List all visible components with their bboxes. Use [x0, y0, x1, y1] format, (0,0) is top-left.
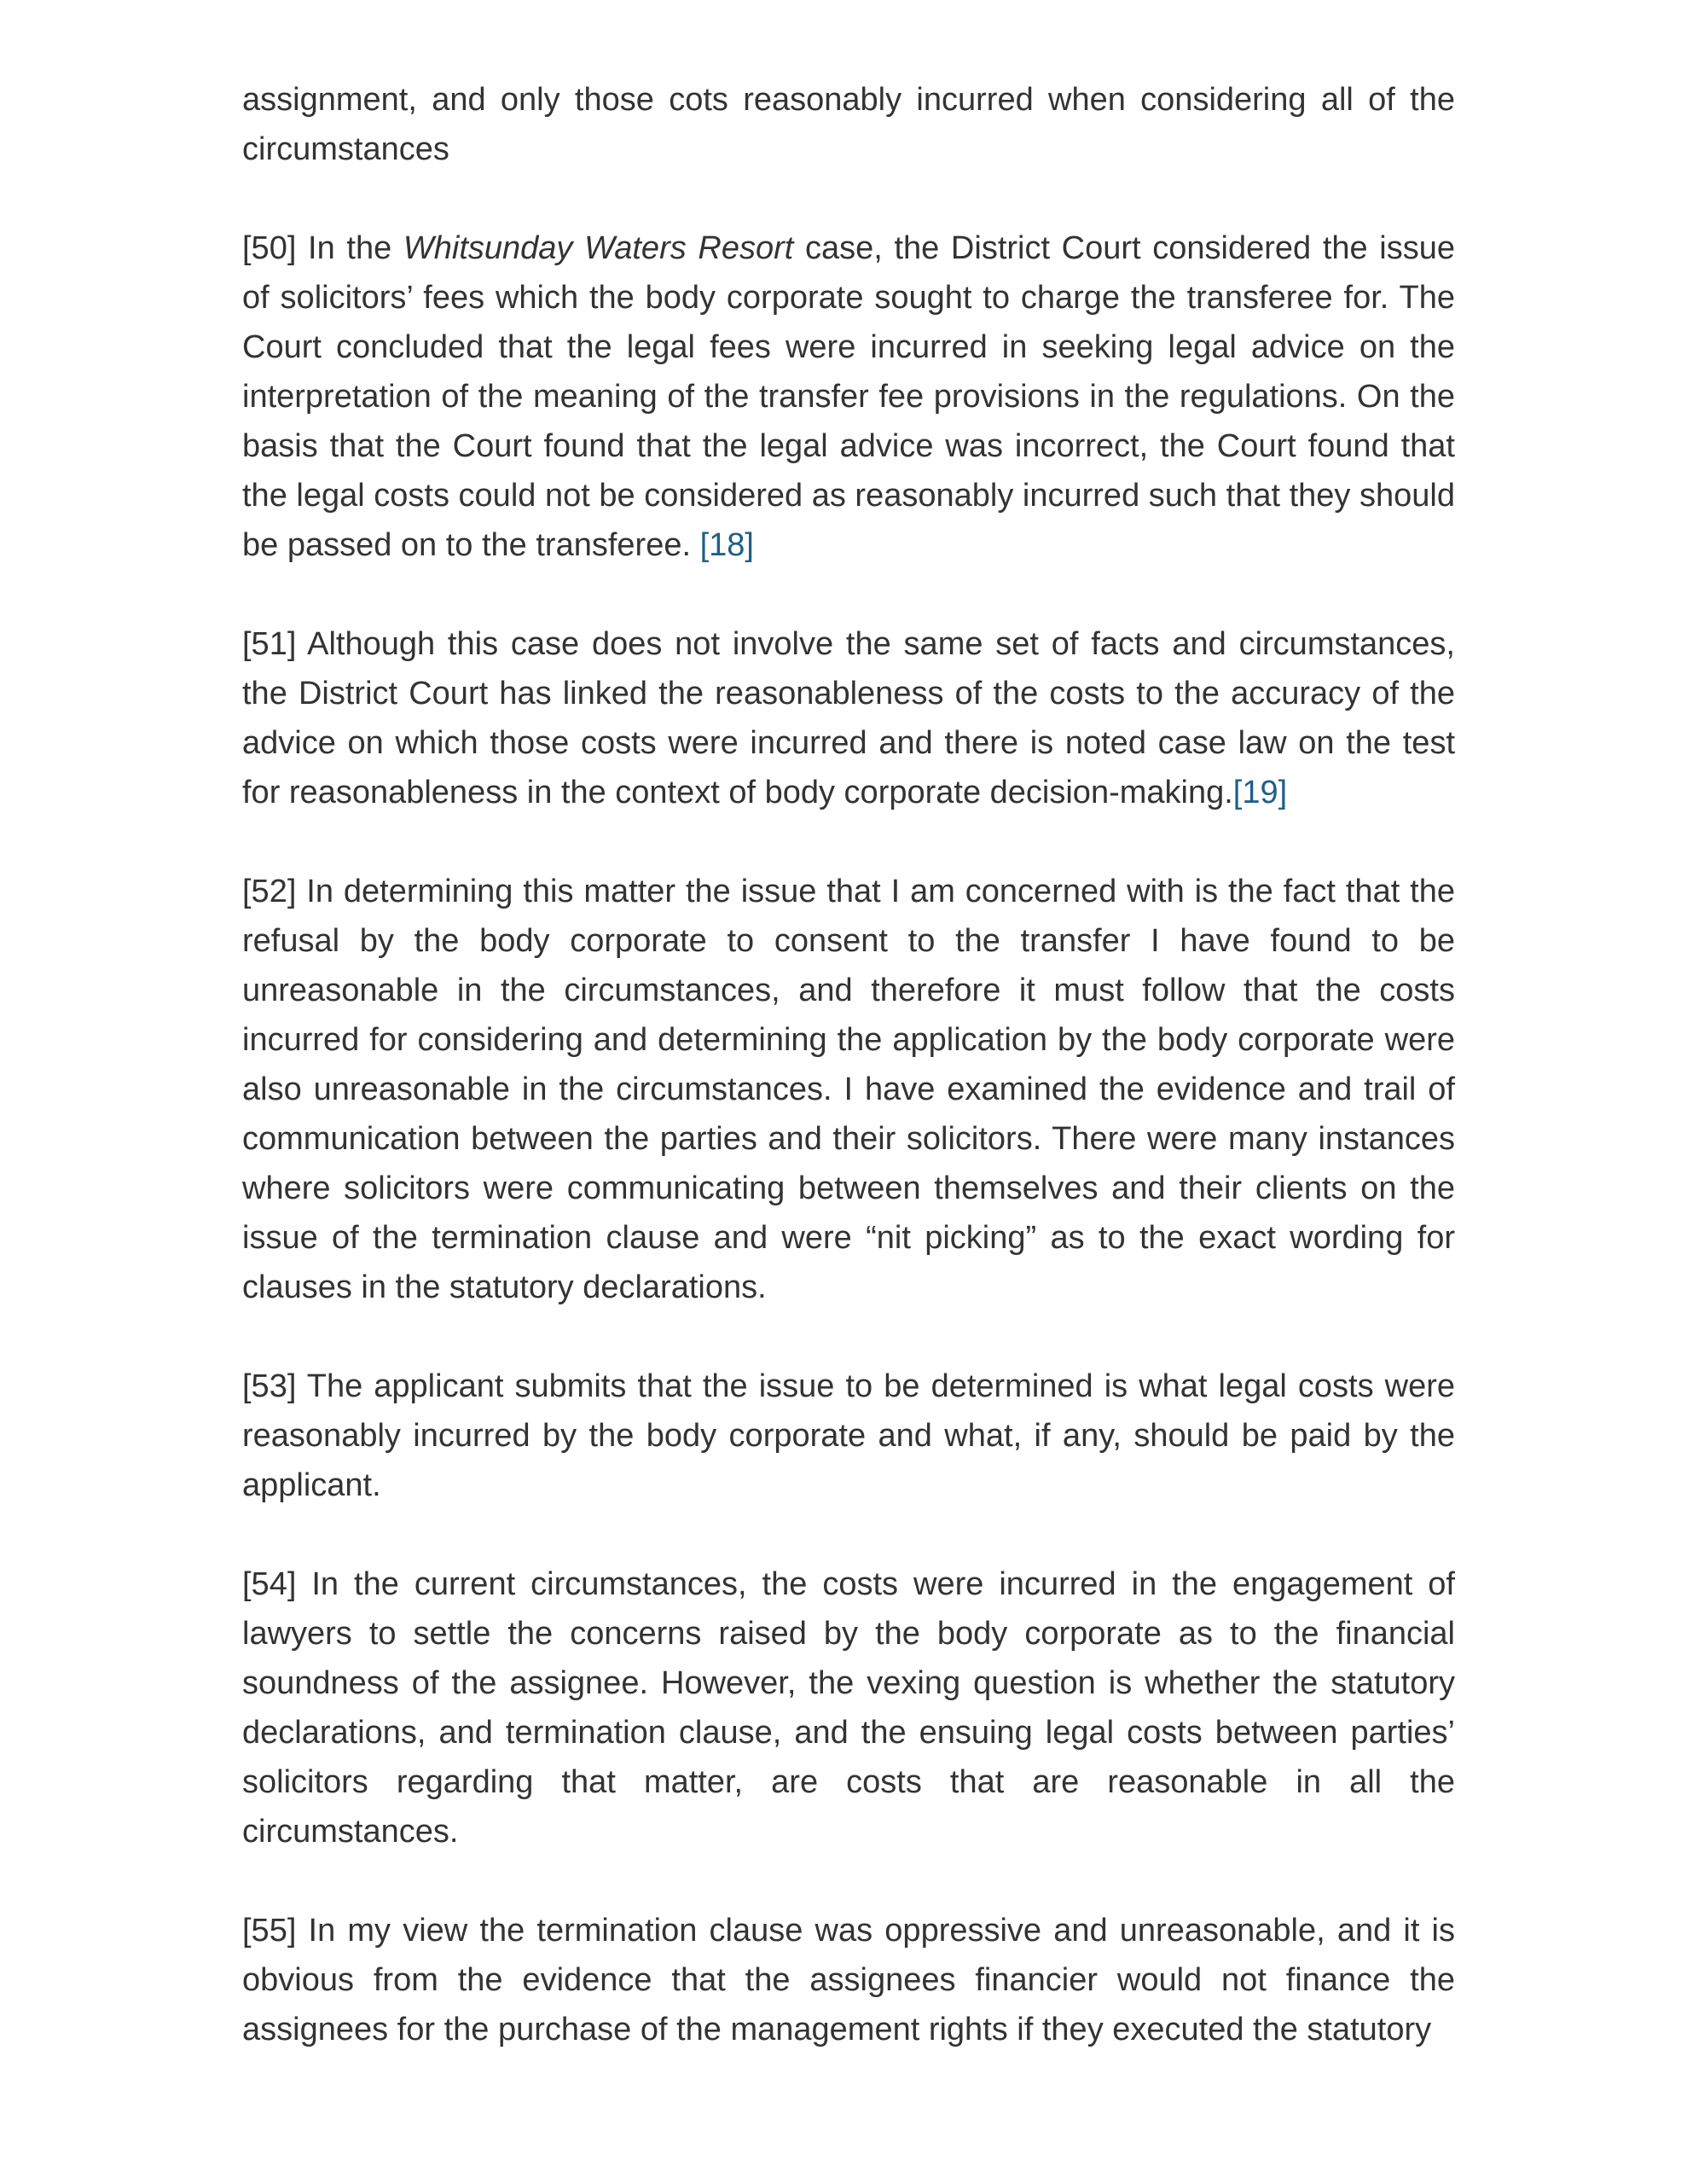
footnote-link-19[interactable]: [19] [1232, 775, 1288, 810]
paragraph-52 [242, 867, 1455, 1312]
case-name: Whitsunday Waters Resort [403, 230, 794, 266]
paragraph-55 [242, 1906, 1455, 2054]
paragraph-number-prefix: [50] In the [242, 230, 403, 266]
footnote-link-18[interactable]: [18] [699, 527, 754, 563]
paragraph-text: [55] In my view the termination clause was oppressive and unreasonable, and it is obvious from the evidence that the assignees financier would not finance the assignees for the purchase of the management rights if they executed the statutory [242, 1913, 1455, 2048]
paragraph-49-continuation [242, 75, 1455, 174]
paragraph-text: case, the District Court considered the issue of solicitors’ fees which the body corporate sought to charge the transferee for. The Court concluded that the legal fees were incurred in seeking legal advice on the interpretation of the meaning of the transfer fee provisions in the regulations. On the basis that the Court found that the legal advice was incorrect, the Court found that the legal costs could not be considered as reasonably incurred such that they should be passed on to the transferee. [242, 230, 1456, 563]
paragraph-50 [242, 224, 1455, 570]
paragraph-text: [54] In the current circumstances, the costs were incurred in the engagement of lawyers to settle the concerns raised by the body corporate as to the financial soundness of the assignee. However, the vexing question is whether the statutory declarations, and termination clause, and the ensuing legal costs between parties’ solicitors regarding that matter, are costs that are reasonable in all the circumstances. [242, 1566, 1455, 1850]
paragraph-51 [242, 619, 1455, 817]
document-body [242, 75, 1455, 2104]
paragraph-text: [51] Although this case does not involve the same set of facts and circumstances, the District Court has linked the reasonableness of the costs to the accuracy of the advice on which those costs were incurred and there is noted case law on the test for reasonableness in the context of body corporate decision-making. [242, 626, 1455, 810]
paragraph-text: [53] The applicant submits that the issue to be determined is what legal costs were reasonably incurred by the body corporate and what, if any, should be paid by the applicant. [242, 1368, 1455, 1503]
paragraph-text: [52] In determining this matter the issue that I am concerned with is the fact that the refusal by the body corporate to consent to the transfer I have found to be unreasonable in the circumstances, and therefore it must follow that the costs incurred for considering and determining the application by the body corporate were also unreasonable in the circumstances. I have examined the evidence and trail of communication between the parties and their solicitors. There were many instances where solicitors were communicating between themselves and their clients on the issue of the termination clause and were “nit picking” as to the exact wording for clauses in the statutory declarations. [242, 874, 1455, 1305]
paragraph-53 [242, 1362, 1455, 1510]
paragraph-54 [242, 1560, 1455, 1856]
paragraph-text: assignment, and only those cots reasonably incurred when considering all of the circumstances [242, 82, 1455, 167]
